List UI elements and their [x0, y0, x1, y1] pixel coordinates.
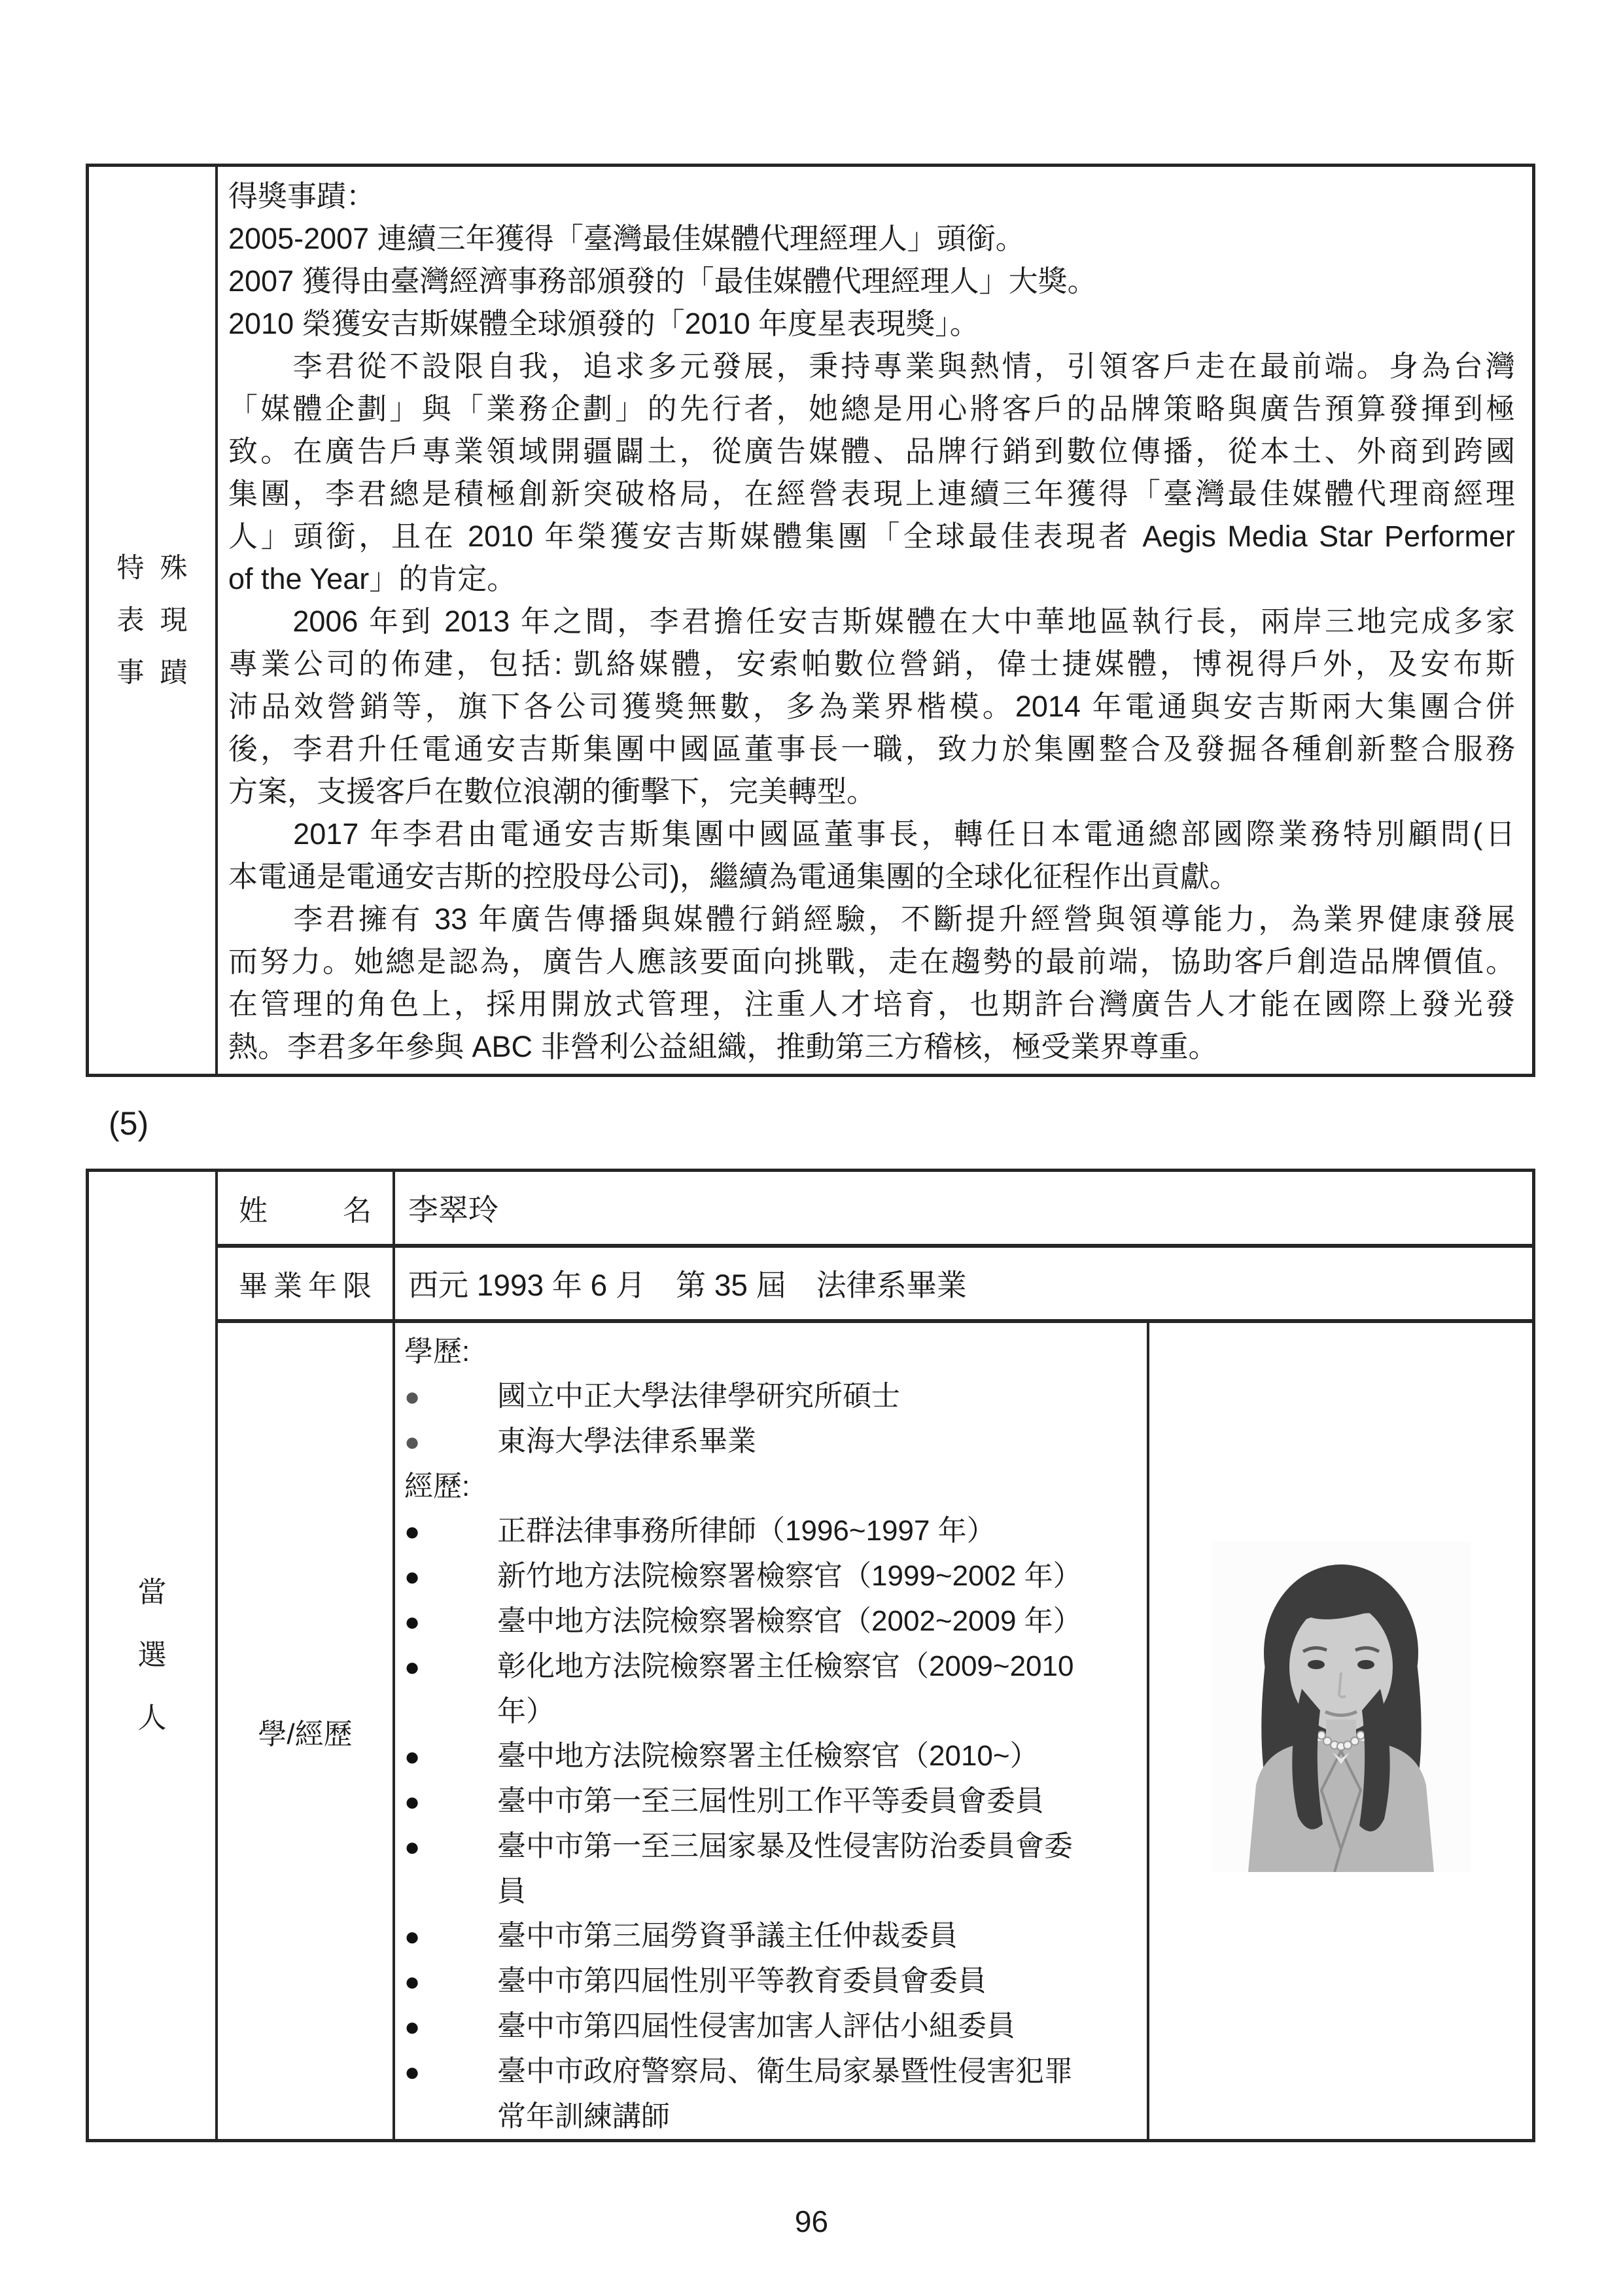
- portrait-photo: [1212, 1542, 1471, 1872]
- row-header-text: 人: [137, 1702, 167, 1734]
- resume-bullet-item: [404, 1959, 1140, 2004]
- name-row: [218, 1172, 1532, 1248]
- resume-item-continuation: 常年訓練講師: [497, 2100, 670, 2132]
- achievements-text-line: 2005-2007 連續三年獲得「臺灣最佳媒體代理經理人」頭銜。: [228, 222, 1025, 255]
- name-label-cell: [218, 1172, 395, 1244]
- achievements-text-line: 集團，李君總是積極創新突破格局，在經營表現上連續三年獲得「臺灣最佳媒體代理商經理: [228, 477, 1515, 510]
- resume-item-text: 臺中地方法院檢察署檢察官（2002~2009 年）: [497, 1605, 1082, 1637]
- photo-cell: [1149, 1323, 1532, 2139]
- resume-item-text: 東海大學法律系畢業: [497, 1425, 756, 1457]
- resume-item-text: 臺中市第一至三屆家暴及性侵害防治委員會委: [497, 1830, 1073, 1862]
- resume-item-text: 臺中市政府警察局、衛生局家暴暨性侵害犯罪: [497, 2055, 1073, 2087]
- resume-item-continuation: 員: [497, 1875, 526, 1907]
- bullet-icon: ●: [404, 1968, 421, 1996]
- resume-bullet-item: [404, 1914, 1140, 1959]
- resume-bullet-item: [404, 1644, 1140, 1689]
- resume-label: 學/經歷: [258, 1718, 353, 1750]
- achievements-text-line: 熱。李君多年參與 ABC 非營利公益組織，推動第三方稽核，極受業界尊重。: [228, 1030, 1218, 1063]
- bullet-icon: ●: [404, 2013, 421, 2041]
- resume-item-text: 臺中地方法院檢察署主任檢察官（2010~）: [497, 1740, 1039, 1772]
- achievements-text-line: 「媒體企劃」與「業務企劃」的先行者，她總是用心將客戶的品牌策略與廣告預算發揮到極: [228, 392, 1515, 425]
- achievements-text-line: 方案，支援客戶在數位浪潮的衝擊下，完美轉型。: [228, 775, 877, 808]
- achievements-text-line: 在管理的角色上，採用開放式管理，注重人才培育，也期許台灣廣告人才能在國際上發光發: [228, 987, 1515, 1021]
- achievements-text-line: 2007 獲得由臺灣經濟事務部頒發的「最佳媒體代理經理人」大獎。: [228, 264, 1097, 298]
- bullet-icon: ●: [404, 1608, 421, 1636]
- resume-bullet-item: [404, 1824, 1140, 1869]
- achievements-text-line: 李君擁有 33 年廣告傳播與媒體行銷經驗，不斷提升經營與領導能力，為業界健康發展: [228, 902, 1515, 936]
- achievements-text-line: 後，李君升任電通安吉斯集團中國區董事長一職，致力於集團整合及發掘各種創新整合服務: [228, 732, 1515, 766]
- bullet-icon: ●: [404, 1833, 421, 1862]
- resume-row: [218, 1323, 1532, 2139]
- jacket-shape: [1248, 1739, 1434, 1872]
- elected-person-table: [86, 1169, 1535, 2142]
- bullet-icon: ●: [404, 1653, 421, 1682]
- resume-cell: [395, 1323, 1149, 2139]
- resume-bullet-item: [404, 1554, 1140, 1599]
- resume-item-text: 臺中市第一至三屆性別工作平等委員會委員: [497, 1785, 1044, 1817]
- resume-section-heading: 經歷:: [404, 1470, 470, 1502]
- achievements-text-line: 2006 年到 2013 年之間，李君擔任安吉斯媒體在大中華地區執行長，兩岸三地完成多家: [228, 605, 1515, 638]
- graduation-label: 畢業年限: [239, 1270, 372, 1303]
- name-label: 姓名: [239, 1194, 372, 1227]
- achievements-text-line: 2010 榮獲安吉斯媒體全球頒發的「2010 年度星表現獎」。: [228, 307, 979, 340]
- resume-item-text: 正群法律事務所律師（1996~1997 年）: [497, 1515, 996, 1547]
- resume-bullet-item: [404, 1419, 1140, 1464]
- bullet-icon: ●: [404, 1517, 421, 1546]
- resume-bullet-item: [404, 2004, 1140, 2049]
- achievements-text-line: 沛品效營銷等，旗下各公司獲獎無數，多為業界楷模。2014 年電通與安吉斯兩大集團合併: [228, 690, 1515, 723]
- achievements-table: [86, 164, 1535, 1077]
- name-value: 李翠玲: [408, 1192, 498, 1227]
- resume-bullet-item: [404, 2049, 1140, 2094]
- achievements-text-line: 專業公司的佈建，包括: 凱絡媒體，安索帕數位營銷，偉士捷媒體，博視得戶外，及安布斯: [228, 647, 1515, 680]
- achievements-text-line: 得獎事蹟：: [228, 179, 376, 213]
- resume-bullet-item: [404, 1734, 1140, 1779]
- resume-item-text: 臺中市第三屆勞資爭議主任仲裁委員: [497, 1920, 958, 1952]
- elected-person-row-header: [89, 1172, 218, 2139]
- achievements-row-header: [89, 167, 218, 1074]
- resume-bullet-item: [404, 1599, 1140, 1644]
- bullet-icon: ●: [404, 1563, 421, 1591]
- achievements-text-line: of the Year」的肯定。: [228, 562, 517, 595]
- resume-bullet-item: [404, 1509, 1140, 1554]
- bullet-icon: ●: [404, 2058, 421, 2087]
- achievements-text-line: 人」頭銜，且在 2010 年榮獲安吉斯媒體集團「全球最佳表現者 Aegis Media Star Performer: [228, 520, 1515, 553]
- row-header-text: 表 現: [116, 605, 188, 635]
- resume-item-text: 臺中市第四屆性別平等教育委員會委員: [497, 1965, 986, 1997]
- achievements-text-line: 而努力。她總是認為，廣告人應該要面向挑戰，走在趨勢的最前端，協助客戶創造品牌價值。: [228, 945, 1515, 978]
- achievements-text-line: 本電通是電通安吉斯的控股母公司)，繼續為電通集團的全球化征程作出貢獻。: [228, 860, 1239, 893]
- bullet-icon: ●: [404, 1742, 421, 1771]
- resume-item-text: 彰化地方法院檢察署主任檢察官（2009~2010: [497, 1650, 1074, 1682]
- section-label: (5): [109, 1105, 149, 1142]
- resume-section-heading: 學歷:: [404, 1335, 470, 1368]
- resume-bullet-item: [404, 1779, 1140, 1824]
- resume-item-text: 國立中正大學法律學研究所碩士: [497, 1380, 900, 1412]
- resume-item-text: 臺中市第四屆性侵害加害人評估小組委員: [497, 2010, 1015, 2042]
- page-number: 96: [794, 2204, 829, 2238]
- graduation-label-cell: [218, 1248, 395, 1320]
- resume-bullet-item: [404, 1374, 1140, 1419]
- row-header-text: 選: [137, 1639, 167, 1671]
- portrait-illustration: [1212, 1542, 1471, 1872]
- graduation-row: [218, 1248, 1532, 1324]
- row-header-text: 事 蹟: [116, 657, 188, 688]
- row-header-text: 當: [137, 1576, 167, 1608]
- bullet-icon: ●: [404, 1922, 421, 1951]
- resume-item-continuation: 年）: [497, 1695, 555, 1727]
- achievements-text-cell: [218, 167, 1532, 1074]
- achievements-text-line: 致。在廣告戶專業領域開疆闢土，從廣告媒體、品牌行銷到數位傳播，從本土、外商到跨國: [228, 434, 1515, 468]
- elected-person-rows: [218, 1172, 1532, 2139]
- achievements-text-line: 2017 年李君由電通安吉斯集團中國區董事長，轉任日本電通總部國際業務特別顧問(日: [228, 817, 1515, 851]
- bullet-icon: ●: [404, 1788, 421, 1816]
- row-header-text: 特 殊: [116, 552, 188, 583]
- resume-label-cell: [218, 1323, 395, 2139]
- bullet-icon: ●: [404, 1383, 421, 1411]
- resume-item-text: 新竹地方法院檢察署檢察官（1999~2002 年）: [497, 1560, 1082, 1592]
- achievements-text-line: 李君從不設限自我，追求多元發展，秉持專業與熱情，引領客戶走在最前端。身為台灣: [228, 349, 1515, 383]
- graduation-value: 西元 1993 年 6 月 第 35 屆 法律系畢業: [408, 1268, 967, 1303]
- bullet-icon: ●: [404, 1428, 421, 1457]
